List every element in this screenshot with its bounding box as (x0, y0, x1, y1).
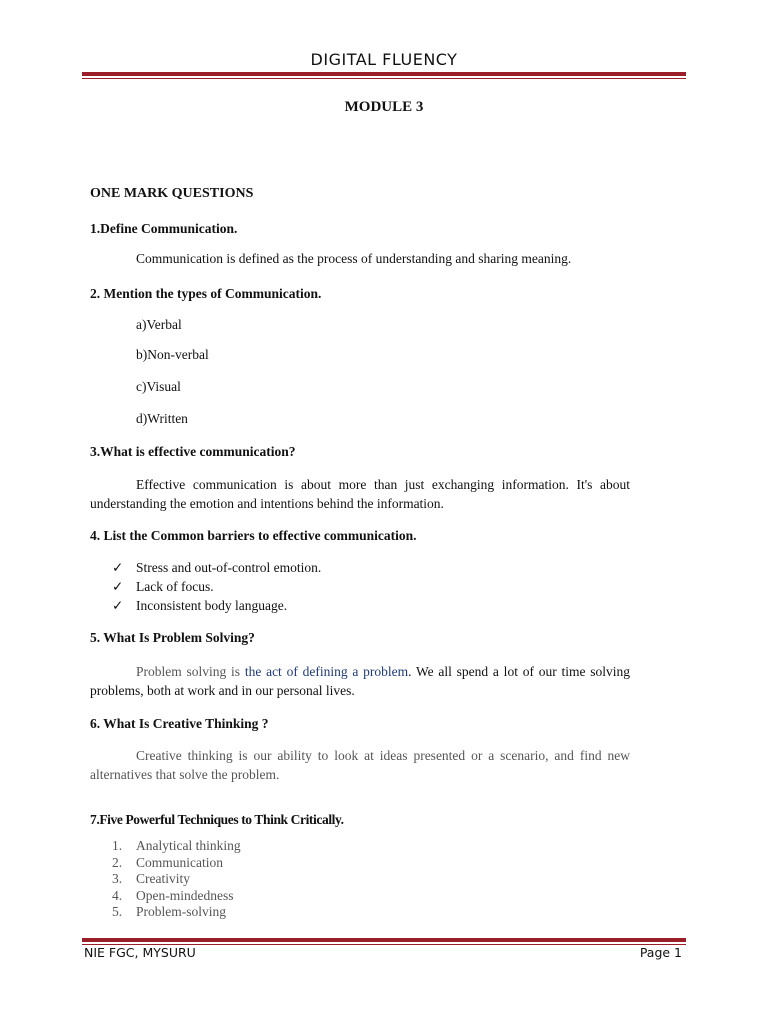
question-3: 3.What is effective communication? (90, 444, 296, 459)
question-2: 2. Mention the types of Communication. (90, 286, 322, 301)
page-number: Page 1 (639, 945, 682, 960)
answer-5 (90, 662, 630, 700)
answer-5-link[interactable]: the act of defining a problem (244, 664, 409, 679)
answer-5-part1: Problem solving is (136, 664, 245, 679)
list-item (112, 838, 241, 855)
list-item (112, 871, 241, 888)
footer-rule (82, 938, 686, 945)
question-6: 6. What Is Creative Thinking ? (90, 716, 269, 731)
list-item-text: Stress and out-of-control emotion. (136, 560, 322, 575)
answer-2-item: c)Visual (136, 379, 181, 394)
list-item-text: Inconsistent body language. (136, 598, 288, 613)
check-icon: ✓ (112, 579, 124, 594)
list-item (112, 888, 241, 905)
list-number: 2. (112, 854, 123, 870)
check-icon: ✓ (112, 598, 124, 613)
answer-5-part2: . We all spend a lot of our time solving problems, both at work and in our personal lives. (90, 664, 630, 698)
list-item (112, 558, 321, 577)
list-item-text: Analytical thinking (136, 838, 241, 853)
technique-list (112, 838, 241, 921)
answer-2-item: d)Written (136, 411, 188, 426)
answer-6: Creative thinking is our ability to look at ideas presented or a scenario, and find new alternatives that solve the problem. (90, 748, 630, 782)
list-item (112, 577, 321, 596)
list-number: 5. (112, 904, 123, 919)
header-title: DIGITAL FLUENCY (310, 50, 458, 69)
list-item-text: Open-mindedness (136, 887, 234, 903)
header-rule (82, 72, 686, 79)
list-item (112, 855, 241, 872)
list-number: 4. (112, 887, 123, 903)
answer-2-item: a)Verbal (136, 317, 182, 332)
barrier-list (112, 558, 321, 615)
list-item (112, 596, 321, 615)
list-item (112, 904, 241, 921)
question-4: 4. List the Common barriers to effective communication. (90, 528, 417, 543)
answer-3: Effective communication is about more than just exchanging information. It's about understanding the emotion and intentions behind the information. (90, 477, 630, 511)
question-5: 5. What Is Problem Solving? (90, 630, 255, 645)
module-title: MODULE 3 (344, 99, 424, 115)
list-number: 3. (112, 871, 123, 886)
check-icon: ✓ (112, 560, 124, 575)
list-item-text: Communication (136, 854, 223, 870)
answer-1: Communication is defined as the process of understanding and sharing meaning. (136, 251, 572, 266)
footer-institution: NIE FGC, MYSURU (84, 945, 196, 960)
list-item-text: Creativity (136, 871, 190, 886)
list-item-text: Lack of focus. (136, 579, 214, 594)
list-item-text: Problem-solving (136, 904, 226, 919)
question-7: 7.Five Powerful Techniques to Think Critically. (90, 812, 344, 827)
list-number: 1. (112, 838, 123, 853)
question-1: 1.Define Communication. (90, 221, 238, 236)
answer-2-item: b)Non-verbal (136, 347, 209, 362)
section-heading: ONE MARK QUESTIONS (90, 186, 254, 201)
